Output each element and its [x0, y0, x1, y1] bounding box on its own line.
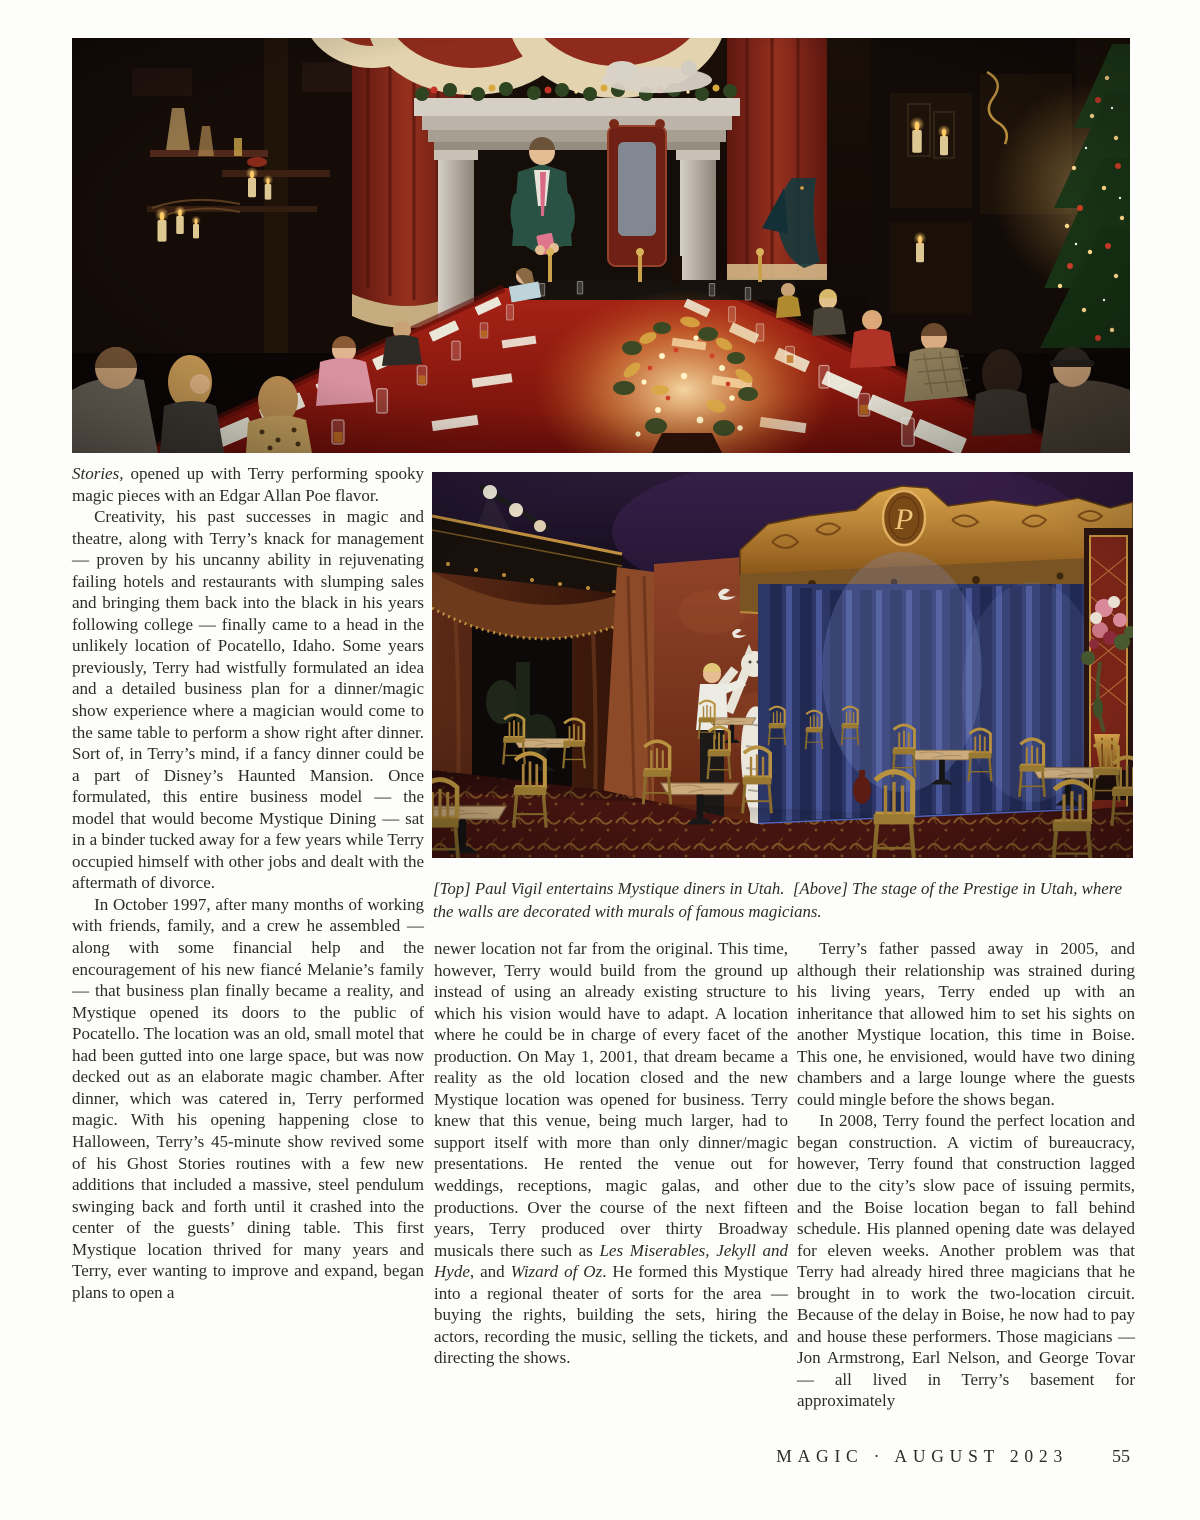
photo-mystique-dinner [72, 38, 1130, 453]
photo-vignette [432, 472, 1133, 858]
photo-vignette [72, 38, 1130, 453]
photo-caption: [Top] Paul Vigil entertains Mystique diners in Utah. [Above] The stage of the Prestige in Utah, where the walls are decorated with murals of famous magicians. [433, 879, 1127, 921]
page-footer [776, 1446, 1130, 1467]
article-column-left [72, 463, 424, 1303]
article-column-middle [434, 938, 788, 1369]
article-column-right [797, 938, 1135, 1412]
article-paragraph: newer location not far from the original. This time, however, Terry would build from the ground up instead of using an already existing structure to which his vision would have to adapt. A location where he could be in charge of every facet of the production. On May 1, 2001, that dream became a reality as the old location closed and the new Mystique location was opened for business. Terry knew that this venue, being much larger, had to support itself with more than only dinner/magic presentations. He rented the venue out for weddings, receptions, magic galas, and other productions. Over the course of the next fifteen years, Terry produced over thirty Broadway musicals there such as Les Miserables, Jekyll and Hyde, and Wizard of Oz. He formed this Mystique into a regional theater of sorts for the area — buying the rights, building the sets, hiring the actors, recording the music, selling the tickets, and directing the shows. [434, 939, 789, 1368]
magazine-issue-line: MAGIC · AUGUST 2023 [776, 1446, 1068, 1466]
photo-prestige-stage [432, 472, 1133, 858]
photo-prestige-stage-art [432, 472, 1133, 858]
article-paragraph: Stories, opened up with Terry performing spooky magic pieces with an Edgar Allan Poe flavor. [72, 464, 424, 505]
article-paragraph: Terry’s father passed away in 2005, and although their relationship was strained during his living years, Terry ended up with an inheritance that allowed him to set his sights on another Mystique location, this time in Boise. This one, he envisioned, would have two dining chambers and a large lounge where the guests could mingle before the shows began. [797, 939, 1135, 1109]
article-paragraph: In 2008, Terry found the perfect location and began construction. A victim of bureaucracy, however, Terry found that construction lagged due to the city’s slow pace of issuing permits, and the Boise location began to fall behind schedule. His planned opening date was delayed for eleven weeks. Another problem was that Terry had already hired three magicians that he brought in to work the two-location circuit. Because of the delay in Boise, he now had to pay and house these performers. Those magicians — Jon Armstrong, Earl Nelson, and George Tovar — all lived in Terry’s basement for approximately [797, 1111, 1135, 1411]
article-paragraph: Creativity, his past successes in magic and theatre, along with Terry’s knack for management — proven by his uncanny ability in rejuvenating failing hotels and restaurants with slumping sales and bringing them back into the black in his years following college — finally came to a head in the unlikely location of Pocatello, Idaho. Some years previously, Terry had wistfully formulated an idea and a detailed business plan for a dinner/magic show experience where a magician would come to the same table to perform a show right after dinner. Sort of, in Terry’s mind, if a fancy dinner could be a part of Disney’s Haunted Mansion. Once formulated, this entire business model — the model that would become Mystique Dining — sat in a binder tucked away for a few years while Terry occupied himself with other jobs and dealt with the aftermath of divorce. [72, 507, 424, 893]
page-number: 55 [1112, 1446, 1130, 1466]
article-paragraph: In October 1997, after many months of working with friends, family, and a crew he assembled — along with some financial help and the encouragement of his new fiancé Melanie’s family — that business plan finally became a reality, and Mystique opened its doors to the public of Pocatello. The location was an old, small motel that had been gutted into one large space, but was now decked out as an elaborate magic chamber. After dinner, which was catered in, Terry performed magic. With his opening happening close to Halloween, Terry’s 45-minute show revived some of his Ghost Stories routines with a few new additions that included a massive, steel pendulum swinging back and forth until it crashed into the center of the guests’ dining table. This first Mystique location thrived for many years and Terry, ever wanting to improve and expand, began plans to open a [72, 894, 424, 1302]
photo-mystique-dinner-art [72, 38, 1130, 453]
